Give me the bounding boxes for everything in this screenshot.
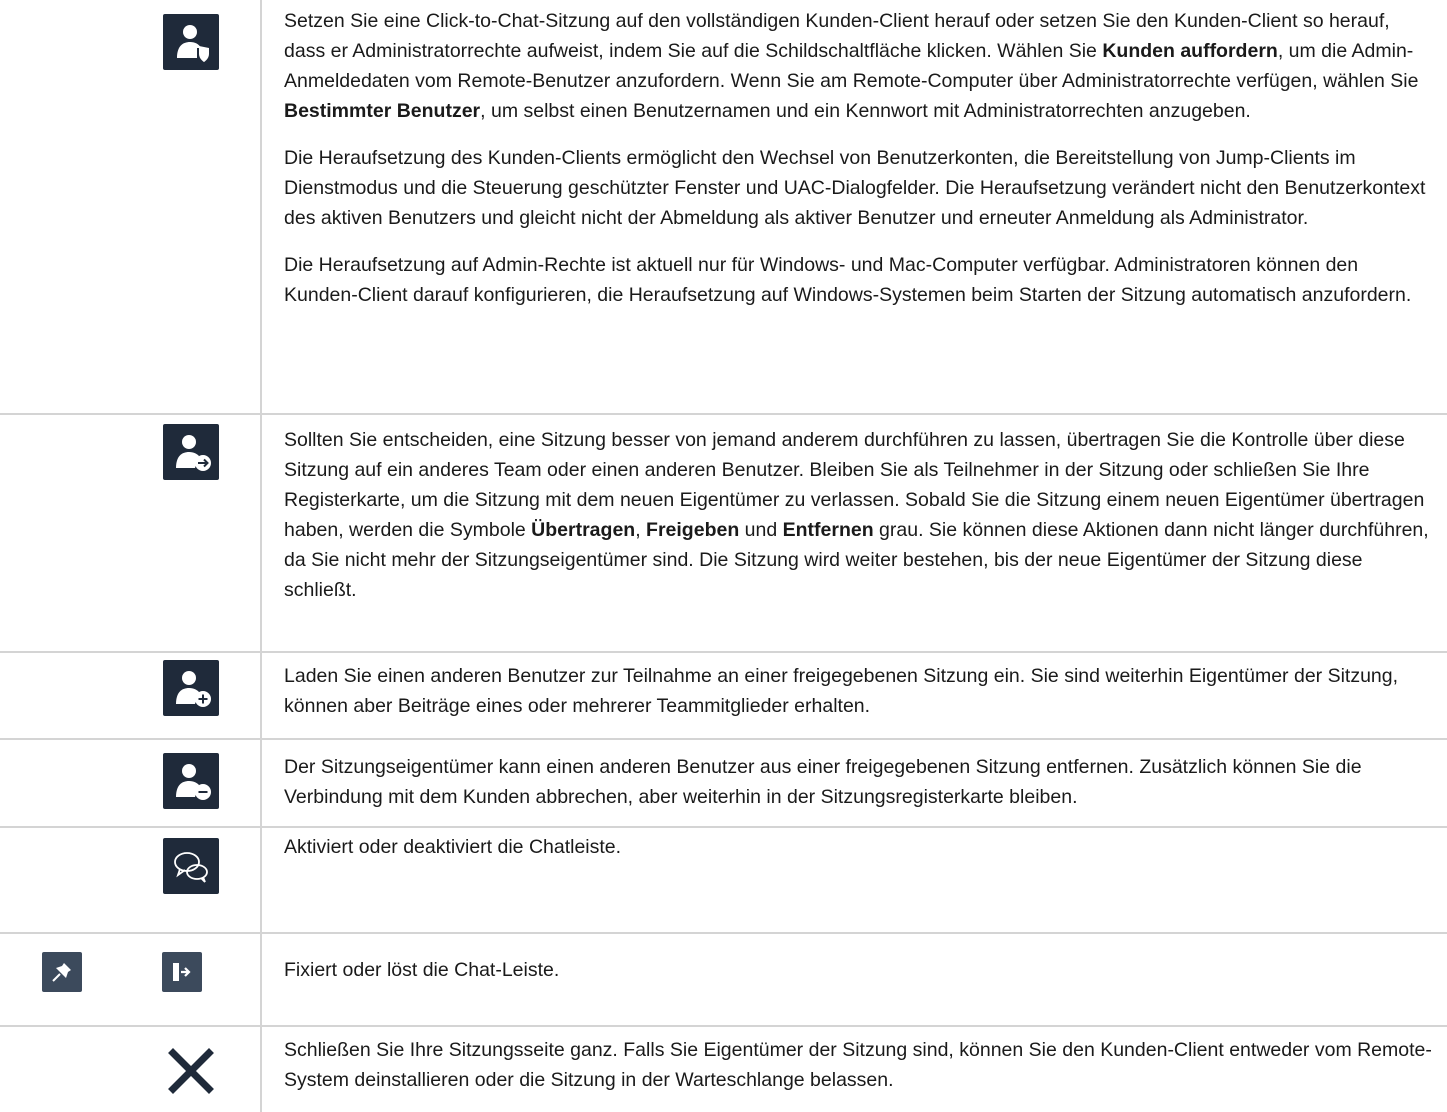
row-6-paragraph-1 — [284, 955, 1434, 985]
row-divider — [0, 932, 1447, 934]
text-run: Fixiert oder löst die Chat-Leiste. — [284, 959, 560, 981]
row-2-paragraph-1 — [284, 425, 1434, 605]
text-run: Setzen Sie eine Click-to-Chat-Sitzung auf den vollständigen Kunden-Client herauf oder setzen Sie den Kunden-Client so herauf, dass er Administratorrechte aufweist, indem Sie auf die Schildschaltfläche klicken. Wählen Sie — [284, 10, 1390, 62]
text-run: , — [635, 519, 647, 541]
row-1-paragraph-1 — [284, 6, 1434, 126]
row-7-paragraph-1 — [284, 1035, 1434, 1095]
user-transfer-icon — [163, 424, 219, 480]
bold-term: Bestimmter Benutzer — [284, 100, 481, 122]
row-7-description — [284, 1035, 1434, 1112]
column-divider — [260, 0, 262, 1112]
text-run: Aktiviert oder deaktiviert die Chatleiste. — [284, 836, 622, 858]
undock-icon — [162, 952, 202, 992]
row-1-paragraph-2 — [284, 143, 1434, 233]
bold-term: Entfernen — [782, 519, 874, 541]
row-divider — [0, 826, 1447, 828]
row-5-paragraph-1 — [284, 832, 1434, 862]
text-run: , um selbst einen Benutzernamen und ein Kennwort mit Administratorrechten anzugeben. — [480, 100, 1251, 122]
text-run: , um die Admin-Anmeldedaten vom Remote-Benutzer anzufordern. Wenn Sie am Remote-Computer über Administratorrechte verfügen, wählen Sie — [284, 40, 1419, 92]
text-run: grau. Sie können diese Aktionen dann nicht länger durchführen, da Sie nicht mehr der Sitzungseigentümer sind. Die Sitzung wird weiter bestehen, bis der neue Eigentümer der Sitzung diese schließt. — [284, 519, 1429, 601]
row-4-description — [284, 752, 1434, 829]
text-run: Sollten Sie entscheiden, eine Sitzung besser von jemand anderem durchführen zu lassen, übertragen Sie die Kontrolle über diese Sitzung auf ein anderes Team oder einen anderen Benutzer. Bleiben Sie als Teilnehmer in der Sitzung oder schließen Sie Ihre Registerkarte, um die Sitzung mit dem neuen Eigentümer zu verlassen. Sobald Sie die Sitzung einem neuen Eigentümer übertragen haben, werden die Symbole — [284, 429, 1425, 541]
user-shield-icon — [163, 14, 219, 70]
pin-icon — [42, 952, 82, 992]
row-divider — [0, 651, 1447, 653]
user-remove-icon — [163, 753, 219, 809]
chat-bubbles-icon — [163, 838, 219, 894]
row-divider — [0, 738, 1447, 740]
close-icon — [163, 1043, 219, 1099]
row-1-description — [284, 6, 1434, 327]
row-3-paragraph-1 — [284, 661, 1434, 721]
text-run: Laden Sie einen anderen Benutzer zur Teilnahme an einer freigegebenen Sitzung ein. Sie sind weiterhin Eigentümer der Sitzung, können aber Beiträge eines oder mehrerer Teammitglieder erhalten. — [284, 665, 1399, 717]
row-4-paragraph-1 — [284, 752, 1434, 812]
row-6-description — [284, 955, 1434, 1002]
row-1-paragraph-3 — [284, 250, 1434, 310]
row-divider — [0, 1025, 1447, 1027]
text-run: und — [739, 519, 783, 541]
text-run: Schließen Sie Ihre Sitzungsseite ganz. Falls Sie Eigentümer der Sitzung sind, können Sie den Kunden-Client entweder vom Remote-System deinstallieren oder die Sitzung in der Warteschlange belassen. — [284, 1039, 1432, 1091]
text-run: Die Heraufsetzung des Kunden-Clients ermöglicht den Wechsel von Benutzerkonten, die Bereitstellung von Jump-Clients im Dienstmodus und die Steuerung geschützter Fenster und UAC-Dialogfelder. Die Heraufsetzung verändert nicht den Benutzerkontext des aktiven Benutzers und gleicht nicht der Abmeldung als aktiver Benutzer und erneuter Anmeldung als Administrator. — [284, 147, 1426, 229]
row-2-description — [284, 425, 1434, 622]
row-3-description — [284, 661, 1434, 738]
row-divider — [0, 413, 1447, 415]
bold-term: Kunden auffordern — [1102, 40, 1278, 62]
bold-term: Übertragen — [531, 519, 636, 541]
row-5-description — [284, 832, 1434, 879]
text-run: Der Sitzungseigentümer kann einen anderen Benutzer aus einer freigegebenen Sitzung entfernen. Zusätzlich können Sie die Verbindung mit dem Kunden abbrechen, aber weiterhin in der Sitzungsregisterkarte bleiben. — [284, 756, 1362, 808]
user-add-icon — [163, 660, 219, 716]
text-run: Die Heraufsetzung auf Admin-Rechte ist aktuell nur für Windows- und Mac-Computer verfügbar. Administratoren können den Kunden-Client darauf konfigurieren, die Heraufsetzung auf Windows-Systemen beim Starten der Sitzung automatisch anzufordern. — [284, 254, 1412, 306]
bold-term: Freigeben — [646, 519, 740, 541]
